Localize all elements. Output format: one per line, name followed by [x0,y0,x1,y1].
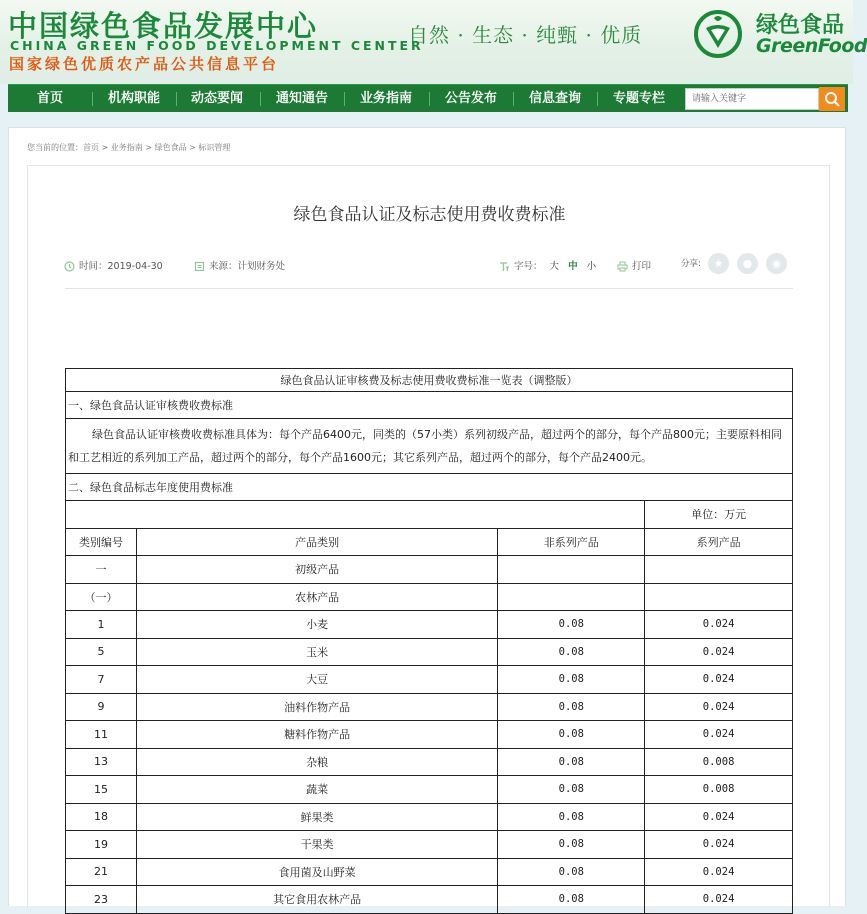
table-cell: （一） [66,583,137,611]
clock-icon [64,261,75,272]
table-cell: 0.08 [498,858,645,886]
table-cell: 一 [66,556,137,584]
article-source [194,260,285,274]
table-cell: 13 [66,748,137,776]
fee-table [65,368,793,914]
table-cell: 农林产品 [136,583,497,611]
nav-item-home[interactable]: 首页 [36,91,63,106]
table-cell: 0.08 [498,803,645,831]
share-weibo-icon[interactable]: ◉ [766,253,787,274]
table-row [66,776,793,804]
article-divider [65,288,793,289]
table-row [66,721,793,749]
table-row [66,803,793,831]
table-cell: 19 [66,831,137,859]
section-heading-2: 二、绿色食品标志年度使用费标准 [66,474,793,501]
column-header: 非系列产品 [498,528,645,556]
article-source-text: 来源：计划财务处 [209,261,286,272]
document-icon [194,261,205,272]
nav-divider [597,92,598,106]
table-cell: 油料作物产品 [136,693,497,721]
font-size-icon [499,261,510,272]
breadcrumb: 您当前的位置：首页 > 业务指南 > 绿色食品 > 标识管理 [27,143,231,152]
table-cell: 0.024 [645,611,793,639]
brand-name-en: GreenFood [756,35,867,57]
table-row [66,474,793,501]
table-cell: 0.024 [645,803,793,831]
table-row [66,583,793,611]
table-cell: 9 [66,693,137,721]
table-row [66,638,793,666]
nav-item-info-query[interactable]: 信息查询 [528,91,581,106]
table-row [66,831,793,859]
site-header [0,0,867,84]
nav-divider [513,92,514,106]
table-row [66,419,793,474]
column-header: 系列产品 [645,528,793,556]
nav-item-organization[interactable]: 机构职能 [107,91,160,106]
column-header: 产品类别 [136,528,497,556]
article-panel [27,165,830,907]
table-row [66,501,793,529]
table-cell: 0.024 [645,831,793,859]
share-wechat-icon[interactable]: ● [737,253,758,274]
table-cell [498,583,645,611]
table-cell: 0.08 [498,776,645,804]
print-button[interactable] [617,260,651,274]
site-logo-title[interactable]: 中国绿色食品发展中心 [8,9,319,43]
search-input[interactable]: 请输入关键字 [685,88,819,110]
font-size-control [499,260,596,274]
share-label: 分享: [681,259,701,269]
nav-divider [176,92,177,106]
table-cell: 15 [66,776,137,804]
table-row [66,611,793,639]
table-header-row [66,528,793,556]
table-cell: 0.008 [645,748,793,776]
table-cell [645,556,793,584]
nav-item-notices[interactable]: 通知通告 [275,91,328,106]
table-cell: 鲜果类 [136,803,497,831]
table-cell [645,583,793,611]
nav-divider [92,92,93,106]
table-cell: 0.08 [498,611,645,639]
site-slogan: 自然 · 生态 · 纯甄 · 优质 [408,23,643,47]
table-cell: 干果类 [136,831,497,859]
table-cell: 21 [66,858,137,886]
font-size-medium[interactable]: 中 [568,261,578,272]
table-cell: 蔬菜 [136,776,497,804]
unit-label: 单位：万元 [645,501,793,529]
table-cell: 0.024 [645,858,793,886]
article-date-text: 时间：2019-04-30 [79,261,163,272]
main-nav [8,84,848,112]
table-cell: 18 [66,803,137,831]
article-date [64,260,163,274]
print-label: 打印 [632,261,652,272]
table-cell: 杂粮 [136,748,497,776]
nav-divider [260,92,261,106]
table-cell: 0.08 [498,748,645,776]
table-row [66,369,793,392]
table-cell: 0.08 [498,666,645,694]
green-food-logo-icon [694,10,742,58]
site-logo-english: CHINA GREEN FOOD DEVELOPMENT CENTER [10,38,424,53]
share-favorite-icon[interactable]: ★ [708,253,729,274]
table-row [66,666,793,694]
table-cell: 初级产品 [136,556,497,584]
table-cell: 大豆 [136,666,497,694]
main-content [8,127,846,906]
nav-item-announcements[interactable]: 公告发布 [444,91,497,106]
printer-icon [617,261,628,272]
table-cell: 1 [66,611,137,639]
font-size-large[interactable]: 大 [549,261,560,272]
nav-divider [344,92,345,106]
table-cell [498,556,645,584]
table-cell: 玉米 [136,638,497,666]
table-cell: 0.008 [645,776,793,804]
table-row [66,886,793,914]
search-icon [819,87,845,111]
table-cell: 0.024 [645,666,793,694]
table-cell: 0.08 [498,831,645,859]
table-cell: 23 [66,886,137,914]
table-row [66,693,793,721]
nav-divider [429,92,430,106]
nav-item-business-guide[interactable]: 业务指南 [359,91,412,106]
table-cell: 0.08 [498,721,645,749]
table-caption: 绿色食品认证审核费及标志使用费收费标准一览表（调整版） [66,369,793,392]
table-cell: 0.024 [645,693,793,721]
column-header: 类别编号 [66,528,137,556]
table-cell: 小麦 [136,611,497,639]
font-size-small[interactable]: 小 [586,261,597,272]
site-logo-subtitle: 国家绿色优质农产品公共信息平台 [9,55,280,73]
brand-name-cn: 绿色食品 [756,13,845,38]
font-size-label: 字号： [514,261,543,272]
table-row [66,748,793,776]
section-1-text: 绿色食品认证审核费收费标准具体为：每个产品6400元，同类的（57小类）系列初级产品，超过两个的部分，每个产品800元；主要原料相同和工艺相近的系列加工产品，超过两个的部分，每个产品1600元；其它系列产品，超过两个的部分，每个产品2400元。 [66,419,793,474]
table-cell: 5 [66,638,137,666]
table-cell: 0.024 [645,886,793,914]
table-cell [66,501,645,529]
table-cell: 0.024 [645,638,793,666]
table-cell: 0.024 [645,721,793,749]
table-cell: 食用菌及山野菜 [136,858,497,886]
table-cell: 11 [66,721,137,749]
table-cell: 0.08 [498,638,645,666]
table-row [66,556,793,584]
nav-item-special-topics[interactable]: 专题专栏 [612,91,665,106]
table-cell: 0.08 [498,886,645,914]
article-title: 绿色食品认证及标志使用费收费标准 [293,205,566,225]
search-button[interactable] [819,87,845,111]
table-cell: 糖料作物产品 [136,721,497,749]
table-cell: 其它食用农林产品 [136,886,497,914]
table-cell: 7 [66,666,137,694]
table-row [66,858,793,886]
table-cell: 0.08 [498,693,645,721]
section-heading-1: 一、绿色食品认证审核费收费标准 [66,392,793,419]
nav-item-news[interactable]: 动态要闻 [190,91,243,106]
table-row [66,392,793,419]
